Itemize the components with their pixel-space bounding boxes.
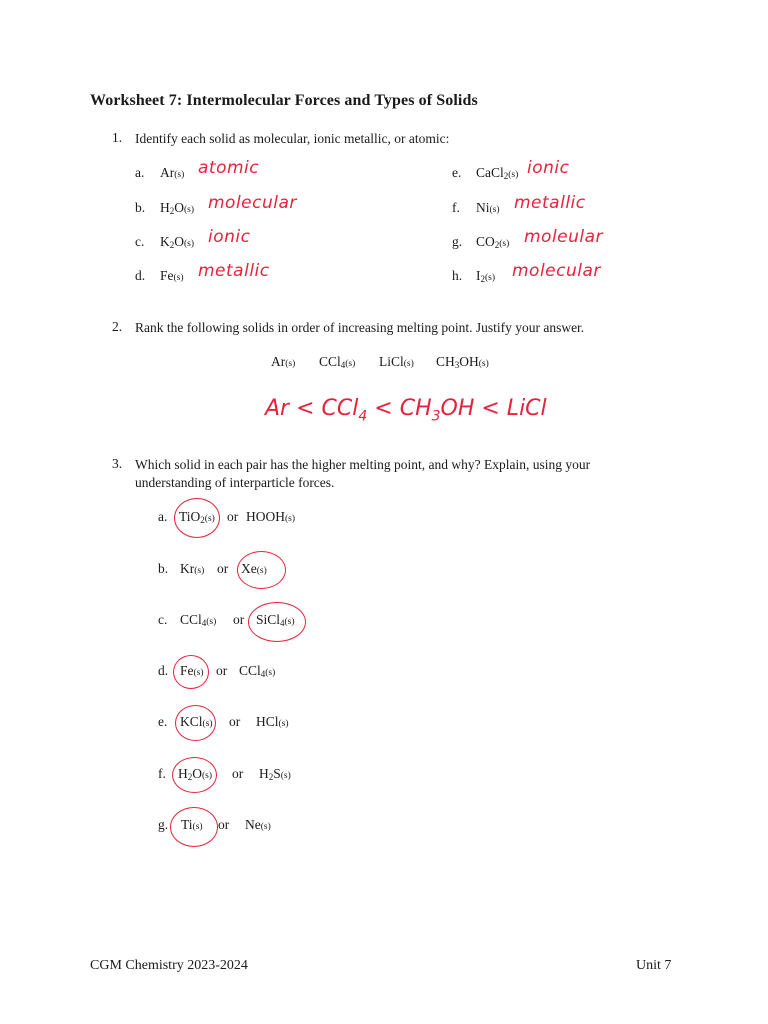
q1-item-label: e. bbox=[452, 165, 462, 180]
q3-pair-or: or bbox=[216, 663, 228, 678]
q1-item-label: b. bbox=[135, 200, 146, 215]
q1-item-handwritten-answer: metallic bbox=[198, 261, 270, 281]
q3-pair-right: Xe(s) bbox=[241, 561, 267, 576]
q3-text-line1: Which solid in each pair has the higher melting point, and why? Explain, using your bbox=[135, 457, 591, 472]
q1-item-handwritten-answer: moleular bbox=[524, 227, 604, 247]
q1-item-label: h. bbox=[452, 268, 463, 283]
q2-solid-ar: Ar(s) bbox=[271, 354, 296, 369]
q3-pair-left: CCl$_4$(s) bbox=[180, 612, 217, 628]
q3-pair-left: Ti(s) bbox=[181, 817, 203, 832]
q3-handwritten-circle bbox=[170, 807, 218, 847]
q1-item-formula: $I_2(s)$ bbox=[476, 268, 496, 284]
q1-item-formula: Ar(s) bbox=[160, 165, 185, 180]
worksheet-title: Worksheet 7: Intermolecular Forces and Types of Solids bbox=[90, 92, 478, 109]
q3-pair-label: d. bbox=[158, 663, 169, 678]
q3-pair-left: $H_2O(s)$ bbox=[178, 766, 213, 782]
q3-pair-left: Kr(s) bbox=[180, 561, 205, 576]
q3-pair-left: KCl(s) bbox=[180, 714, 213, 729]
footer-unit: Unit 7 bbox=[636, 958, 672, 973]
q3-handwritten-circle bbox=[172, 757, 217, 793]
q3-pair-label: f. bbox=[158, 766, 166, 781]
q1-item-handwritten-answer: atomic bbox=[198, 158, 260, 178]
q1-number: 1. bbox=[112, 130, 123, 145]
q3-pair-right: SiCl$_4$(s) bbox=[256, 612, 295, 628]
q2-number: 2. bbox=[112, 319, 123, 334]
q2-solid-ch3oh: $CH_3OH(s)$ bbox=[436, 354, 489, 370]
q2-text: Rank the following solids in order of increasing melting point. Justify your answer. bbox=[135, 320, 585, 335]
q3-pair-right: HCl(s) bbox=[256, 714, 289, 729]
q3-pair-label: c. bbox=[158, 612, 168, 627]
q3-pair-right: Ne(s) bbox=[245, 817, 271, 832]
q1-item-label: c. bbox=[135, 234, 145, 249]
q2-solid-licl: LiCl(s) bbox=[379, 354, 414, 369]
q1-item-label: g. bbox=[452, 234, 463, 249]
q1-item-handwritten-answer: metallic bbox=[514, 193, 586, 213]
q1-item-label: f. bbox=[452, 200, 460, 215]
q3-pair-or: or bbox=[229, 714, 241, 729]
footer-course: CGM Chemistry 2023-2024 bbox=[90, 958, 248, 973]
q1-item-handwritten-answer: molecular bbox=[512, 261, 601, 281]
q3-pair-or: or bbox=[227, 509, 239, 524]
q3-pair-right: $H_2S(s)$ bbox=[259, 766, 291, 782]
q3-pair-or: or bbox=[232, 766, 244, 781]
q1-item-formula: $K_2O(s)$ bbox=[160, 234, 195, 250]
q3-pair-or: or bbox=[233, 612, 245, 627]
q3-pair-label: g. bbox=[158, 817, 169, 832]
q3-handwritten-circle bbox=[174, 498, 220, 538]
q3-number: 3. bbox=[112, 456, 123, 471]
q1-item-label: a. bbox=[135, 165, 145, 180]
q1-item-formula: $H_2O(s)$ bbox=[160, 200, 195, 216]
q1-text: Identify each solid as molecular, ionic metallic, or atomic: bbox=[135, 131, 450, 146]
q1-item-handwritten-answer: ionic bbox=[208, 227, 251, 247]
q1-item-formula: Ni(s) bbox=[476, 200, 500, 215]
q1-item-handwritten-answer: molecular bbox=[208, 193, 297, 213]
q1-item-formula: $CO_2(s)$ bbox=[476, 234, 510, 250]
q3-handwritten-circle bbox=[248, 602, 306, 642]
q3-pair-left: Fe(s) bbox=[180, 663, 204, 678]
q1-item-label: d. bbox=[135, 268, 146, 283]
q3-pair-right: CCl$_4$(s) bbox=[239, 663, 276, 679]
q3-pair-label: a. bbox=[158, 509, 168, 524]
q1-item-formula: CaCl$_2$(s) bbox=[476, 165, 519, 181]
q2-solid-ccl4: CCl$_4$(s) bbox=[319, 354, 356, 370]
q3-handwritten-circle bbox=[237, 551, 286, 589]
q3-pair-or: or bbox=[217, 561, 229, 576]
q3-text-line2: understanding of interparticle forces. bbox=[135, 475, 335, 490]
q3-pair-or: or bbox=[218, 817, 230, 832]
q1-item-formula: Fe(s) bbox=[160, 268, 184, 283]
q3-pair-label: b. bbox=[158, 561, 169, 576]
q3-handwritten-circle bbox=[173, 655, 209, 689]
q3-pair-right: HOOH(s) bbox=[246, 509, 296, 524]
q1-item-handwritten-answer: ionic bbox=[527, 158, 570, 178]
q3-pair-left: TiO$_2$(s) bbox=[179, 509, 215, 525]
q3-handwritten-circle bbox=[175, 705, 216, 741]
q3-pair-label: e. bbox=[158, 714, 168, 729]
q2-handwritten-answer: $Ar < CCl_4 < CH_3OH$ < LiCl bbox=[265, 396, 547, 425]
